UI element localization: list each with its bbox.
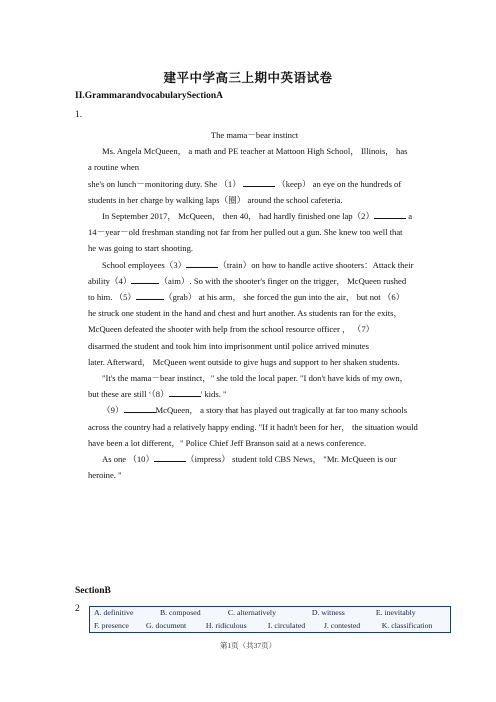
passage-line: disarmed the student and took him into imprisonment until police arrived minutes — [88, 340, 369, 351]
passage-line: to him. （5） （grab） at his arm， she forced the gun into the air， but not （6） — [88, 292, 405, 303]
word-option: C. alternatively — [227, 608, 276, 617]
reading-passage — [88, 127, 421, 483]
blank-1[interactable] — [243, 177, 275, 187]
word-option: K. classification — [381, 621, 433, 630]
word-option: H. ridiculous — [205, 621, 247, 630]
passage-line: she's on lunch－monitoring duty. She （1） （keep） an eye on the hundreds of — [88, 178, 402, 189]
blank-10[interactable] — [154, 452, 186, 462]
passage-line: （9） McQueen， a story that has played out tragically at far too many schools — [102, 405, 408, 416]
word-option: I. circulated — [267, 621, 306, 630]
blank-5[interactable] — [136, 290, 164, 300]
question-number-1: 1. — [75, 110, 83, 120]
word-option: D. witness — [311, 608, 345, 617]
word-option: E. inevitably — [375, 608, 416, 617]
passage-line: In September 2017， McQueen， then 40， had hardly finished one lap（2） a — [102, 211, 413, 222]
passage-line: he struck one student in the hand and chest and hurt another. As students ran for the exits， — [88, 308, 403, 319]
word-bank-row-2 — [94, 621, 432, 630]
blank-9[interactable] — [124, 403, 156, 413]
question-number-2: 2 — [75, 604, 80, 614]
passage-line: 14－year－old freshman standing not far from her pulled out a gun. She knew too well that — [88, 227, 403, 238]
passage-line: across the country had a relatively happy ending. "If it hadn't been for her， the situation would — [88, 421, 418, 432]
blank-8[interactable] — [169, 387, 201, 397]
section-b-heading: SectionB — [75, 586, 111, 596]
passage-line: Ms. Angela McQueen， a math and PE teacher at Mattoon High School， Illinois， has — [102, 146, 408, 157]
blank-3[interactable] — [186, 258, 218, 268]
page-footer: 第1页（共37页） — [219, 641, 277, 650]
section-a-heading: II.GrammarandvocabularySectionA — [75, 91, 224, 101]
passage-line: have been a lot different，" Police Chief Jeff Branson said at a news conference. — [88, 437, 367, 448]
passage-title: The mama－bear instinct — [210, 130, 299, 140]
word-option: J. contested — [323, 621, 361, 630]
passage-line: but these are still ‘（8） ' kids. " — [88, 389, 227, 400]
passage-line: students in her charge by walking laps（圈） around the school cafeteria. — [88, 194, 343, 205]
word-option: F. presence — [94, 621, 129, 630]
blank-4[interactable] — [131, 274, 159, 284]
passage-line: As one （10） （impress） student told CBS News， "Mr. McQueen is our — [102, 454, 397, 465]
word-bank-box — [89, 606, 451, 633]
word-bank-row-1 — [94, 608, 416, 617]
passage-line: School employees（3） （train）on how to handle active shooters：Attack their — [102, 259, 414, 270]
passage-line: "It's the mama－bear instinct，" she told the local paper. "I don't have kids of my own， — [102, 373, 409, 384]
passage-line: ability（4） （aim）. So with the shooter's finger on the trigger， McQueen rushed — [88, 275, 407, 286]
passage-line: McQueen defeated the shooter with help from the school resource officer ， （7） — [88, 324, 375, 335]
word-option: G. document — [145, 621, 187, 630]
passage-line: he was going to start shooting. — [88, 243, 194, 254]
passage-line: a routine when — [88, 162, 140, 173]
blank-2[interactable] — [374, 209, 406, 219]
passage-line: heroine. " — [88, 470, 122, 481]
word-option: A. definitive — [94, 608, 134, 617]
passage-line: later. Afterward， McQueen went outside to give hugs and support to her shaken students. — [88, 356, 400, 367]
word-option: B. composed — [159, 608, 201, 617]
page-title: 建平中学高三上期中英语试卷 — [163, 70, 333, 85]
